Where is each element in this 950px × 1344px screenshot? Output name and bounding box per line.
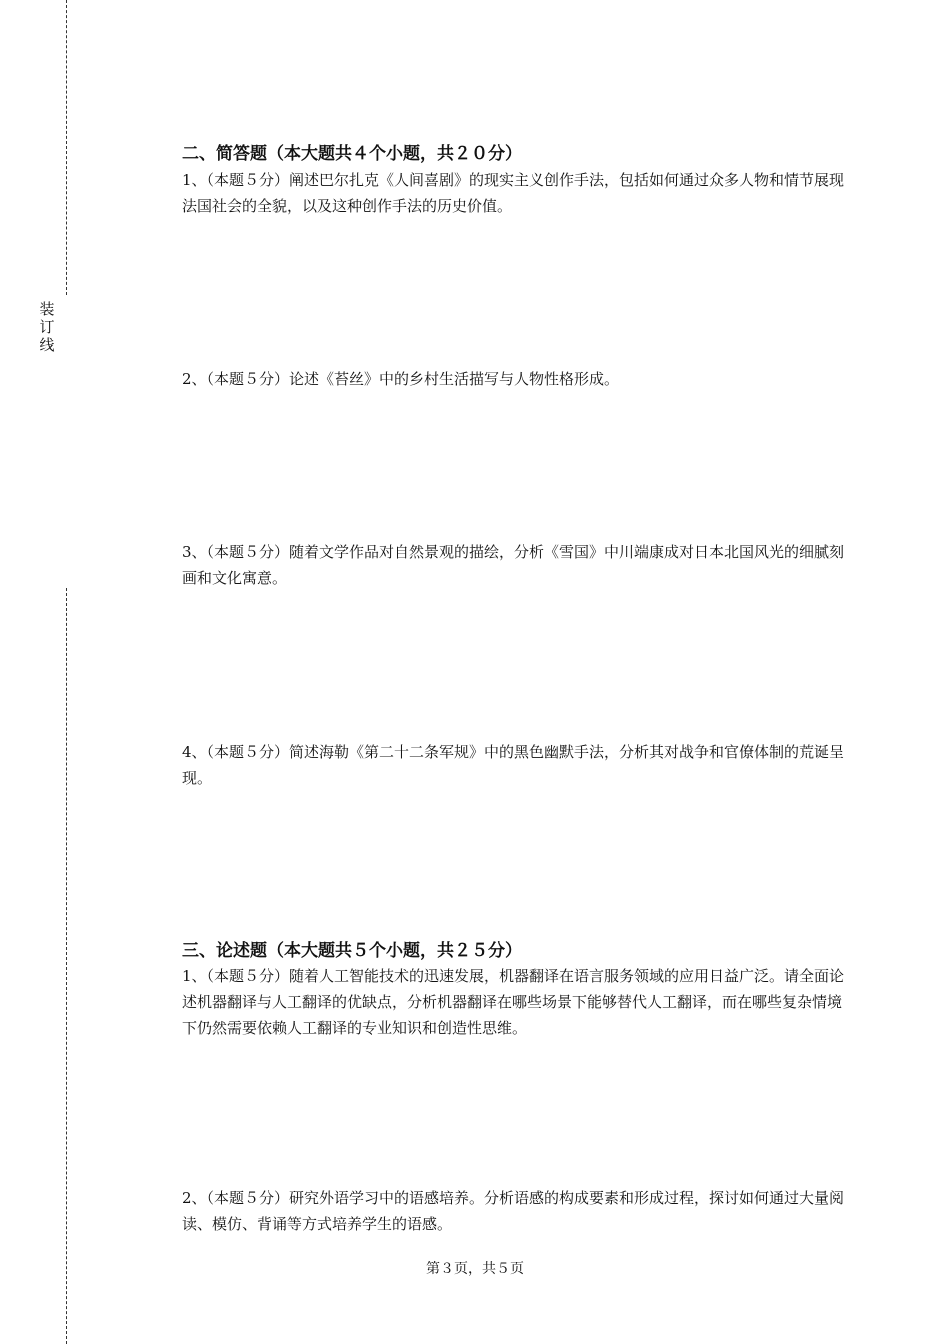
question-text: 1、（本题５分）随着人工智能技术的迅速发展，机器翻译在语言服务领域的应用日益广泛。请全面论述机器翻译与人工翻译的优缺点，分析机器翻译在哪些场景下能够替代人工翻译，而在哪些复杂情境下仍然需要依赖人工翻译的专业知识和创造性思维。 — [182, 967, 845, 1037]
section-2-title: 二、简答题（本大题共４个小题，共２０分） — [182, 144, 522, 164]
binding-char: 线 — [39, 336, 55, 354]
question-3-1 — [182, 963, 852, 1041]
question-2-1 — [182, 167, 852, 219]
question-text: 3、（本题５分）随着文学作品对自然景观的描绘，分析《雪国》中川端康成对日本北国风光的细腻刻画和文化寓意。 — [182, 543, 845, 587]
binding-dashed-line-top — [66, 0, 67, 295]
section-3-title: 三、论述题（本大题共５个小题，共２５分） — [182, 941, 522, 961]
question-2-3 — [182, 539, 852, 591]
binding-label — [37, 300, 57, 354]
question-3-2 — [182, 1185, 852, 1237]
section-3-title-block — [182, 940, 852, 962]
page-number: 第３页，共５页 — [426, 1261, 524, 1277]
question-text: 4、（本题５分）简述海勒《第二十二条军规》中的黑色幽默手法，分析其对战争和官僚体制的荒诞呈现。 — [182, 743, 845, 787]
question-2-4 — [182, 739, 852, 791]
binding-char: 装 — [39, 300, 55, 318]
binding-char: 订 — [39, 318, 55, 336]
question-text: 1、（本题５分）阐述巴尔扎克《人间喜剧》的现实主义创作手法，包括如何通过众多人物和情节展现法国社会的全貌，以及这种创作手法的历史价值。 — [182, 171, 845, 215]
question-text: 2、（本题５分）研究外语学习中的语感培养。分析语感的构成要素和形成过程，探讨如何通过大量阅读、模仿、背诵等方式培养学生的语感。 — [182, 1189, 845, 1233]
question-2-2 — [182, 366, 852, 392]
question-text: 2、（本题５分）论述《苔丝》中的乡村生活描写与人物性格形成。 — [182, 370, 620, 388]
section-2-title-block — [182, 143, 852, 165]
binding-dashed-line-bottom — [66, 588, 67, 1344]
